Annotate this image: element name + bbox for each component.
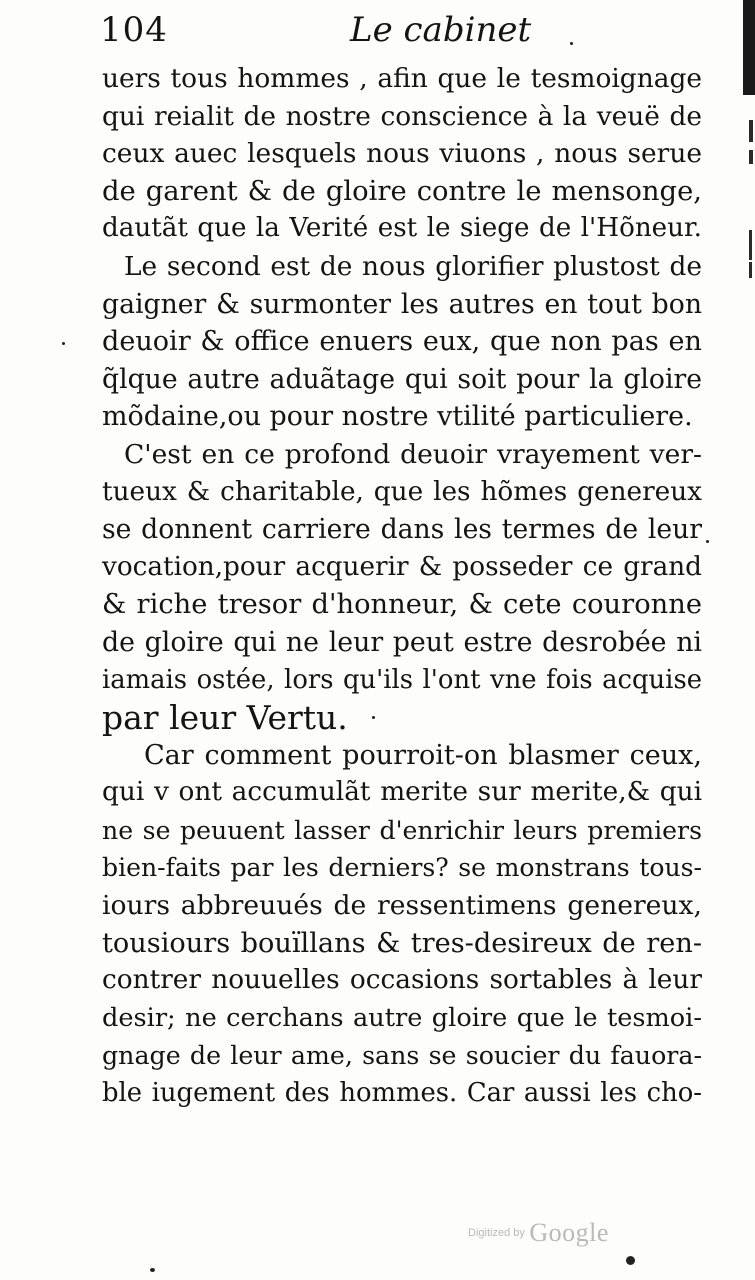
ink-speck [706,540,709,543]
watermark-prefix: Digitized by [468,1227,525,1239]
text-line: vocation,pour acquerir & posseder ce grand [102,551,702,582]
running-head: Le cabinet [350,10,532,50]
text-line: Car comment pourroit-on blasmer ceux, [144,739,702,771]
digitized-watermark [468,1218,609,1248]
text-line: contrer nouuelles occasions sortables à leur [102,965,702,996]
scan-edge-mark [749,120,753,142]
text-line: deuoir & office enuers eux, que non pas en [102,326,702,358]
text-line: tousiours bouïllans & tres-desireux de ren- [102,927,702,959]
text-line: iours abbreuués de ressentimens genereux, [102,890,702,922]
text-line: tueux & charitable, que les hõmes genereux [102,476,702,507]
text-line: par leur Vertu. [102,698,348,738]
text-line: gaigner & surmonter les autres en tout bon [102,288,702,320]
text-line: desir; ne cerchans autre gloire que le tesmoi- [102,1002,702,1033]
body-text [102,60,702,1113]
scan-edge-mark [749,150,753,164]
ink-speck [372,716,375,719]
text-line: qui reialit de nostre conscience à la veuë de [102,100,702,132]
text-line: qui v ont accumulãt merite sur merite,& qui [102,777,702,808]
text-line: uers tous hommes , afin que le tesmoignage [102,63,702,94]
text-line: de gloire qui ne leur peut estre desrobée ni [102,626,702,658]
text-line: & riche tresor d'honneur, & cete couronne [102,589,702,621]
text-line: ne se peuuent lasser d'enrichir leurs premiers [102,815,702,845]
ink-speck [626,1256,635,1265]
text-line: ceux auec lesquels nous viuons , nous serue [102,138,702,170]
text-line: mõdaine,ou pour nostre vtilité particuliere. [102,401,693,433]
ink-speck [570,42,573,45]
text-line: bien-faits par les derniers? se monstrans tous- [102,853,702,883]
text-line: se donnent carriere dans les termes de leur [102,514,702,546]
google-logo: Google [529,1218,609,1247]
ink-speck [150,1268,155,1272]
text-line: Le second est de nous glorifier plustost de [124,250,702,282]
page-number: 104 [100,10,168,50]
text-line: de garent & de gloire contre le mensonge, [102,175,702,207]
scan-edge-mark [749,230,752,260]
text-line: dautãt que la Verité est le siege de l'Hõneur. [102,213,702,244]
text-line: C'est en ce profond deuoir vrayement ver- [124,438,702,470]
text-line: q̃lque autre aduãtage qui soit pour la gloire [102,363,702,395]
text-line: ble iugement des hommes. Car aussi les cho- [102,1078,702,1109]
text-line: gnage de leur ame, sans se soucier du fauora- [102,1041,702,1071]
text-line: iamais ostée, lors qu'ils l'ont vne fois acquise [102,664,702,695]
ink-speck [62,342,65,345]
page-header [100,8,700,52]
scan-edge-shadow [743,0,755,95]
scan-edge-mark [749,262,752,278]
